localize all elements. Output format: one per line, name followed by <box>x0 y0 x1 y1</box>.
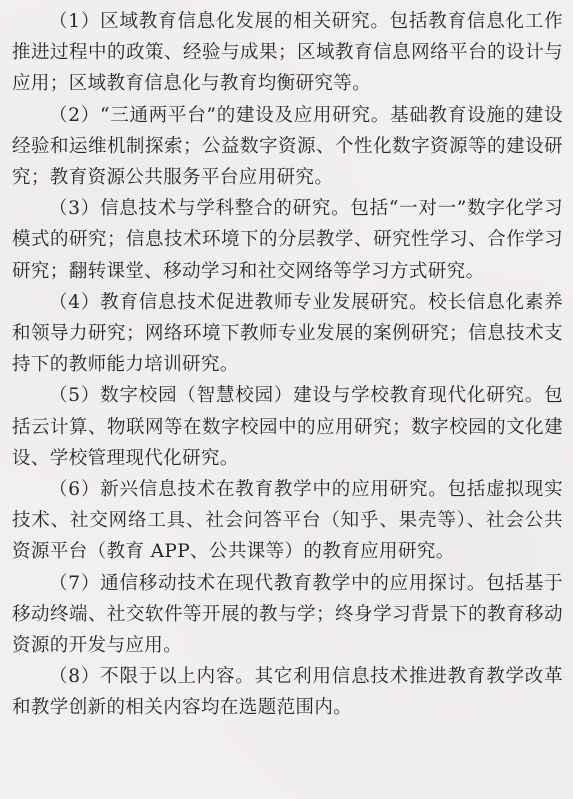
paragraph-8: （8）不限于以上内容。其它利用信息技术推进教育教学改革和教学创新的相关内容均在选题范围内。 <box>12 666 563 719</box>
paragraph-1: （1）区域教育信息化发展的相关研究。包括教育信息化工作推进过程中的政策、经验与成果；区域教育信息网络平台的设计与应用；区域教育信息化与教育均衡研究等。 <box>12 11 563 95</box>
paragraph-6: （6）新兴信息技术在教育教学中的应用研究。包括虚拟现实技术、社交网络工具、社会问答平台（知乎、果壳等）、社会公共资源平台（教育 APP、公共课等）的教育应用研究。 <box>12 479 563 563</box>
paragraph-3: （3）信息技术与学科整合的研究。包括“一对一”数字化学习模式的研究；信息技术环境下的分层教学、研究性学习、合作学习研究；翻转课堂、移动学习和社交网络等学习方式研究。 <box>12 198 563 282</box>
paragraph-2: （2）“三通两平台”的建设及应用研究。基础教育设施的建设经验和运维机制探索；公益数字资源、个性化数字资源等的建设研究；教育资源公共服务平台应用研究。 <box>12 104 563 189</box>
paragraph-4: （4）教育信息技术促进教师专业发展研究。校长信息化素养和领导力研究；网络环境下教师专业发展的案例研究；信息技术支持下的教师能力培训研究。 <box>12 291 563 376</box>
paragraph-5: （5）数字校园（智慧校园）建设与学校教育现代化研究。包括云计算、物联网等在数字校园中的应用研究；数字校园的文化建设、学校管理现代化研究。 <box>12 385 563 469</box>
paragraph-7: （7）通信移动技术在现代教育教学中的应用探讨。包括基于移动终端、社交软件等开展的教与学；终身学习背景下的教育移动资源的开发与应用。 <box>12 572 563 657</box>
